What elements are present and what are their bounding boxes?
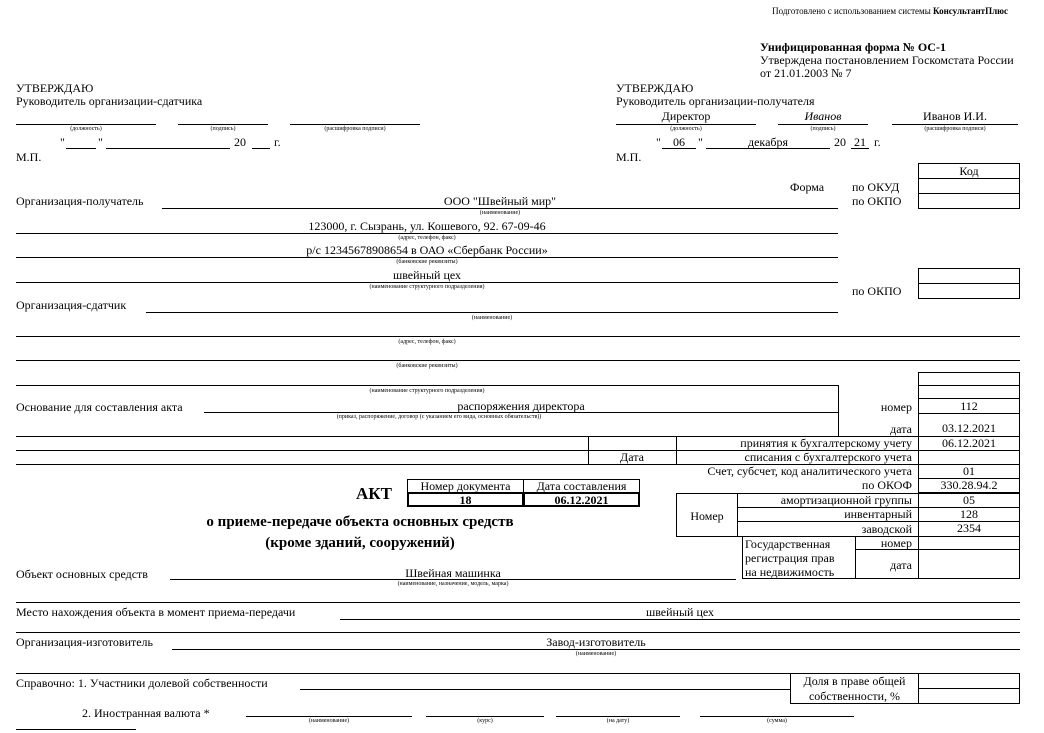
amort-value: 05 — [963, 493, 975, 507]
location-value: швейный цех — [645, 605, 715, 619]
doc-date: 06.12.2021 — [554, 493, 609, 507]
numbers-label: Номер — [690, 509, 724, 523]
quote-right-open: " — [656, 135, 661, 149]
receiver-label: Организация-получатель — [16, 194, 144, 208]
accept-label: принятия к бухгалтерскому учету — [740, 436, 912, 450]
state-reg-date-label: дата — [890, 558, 912, 572]
caption-signature-right: (подпись) — [810, 126, 836, 132]
approve-right-name: Иванов И.И. — [923, 109, 987, 123]
act-title-line2: (кроме зданий, сооружений) — [265, 535, 455, 551]
caption-name-right: (расшифровка подписи) — [924, 126, 986, 132]
top-note: Подготовлено с использованием системы КонсультантПлюс — [772, 6, 1008, 16]
form-approval-line1: Утверждена постановлением Госкомстата России — [760, 53, 1014, 67]
caption-receiver-name: (наименование) — [479, 210, 521, 216]
form-approval-line2: от 21.01.2003 № 7 — [760, 66, 852, 80]
year-suffix-left: г. — [274, 135, 281, 149]
manufacturer-value: Завод-изготовитель — [546, 635, 646, 649]
year-prefix-left: 20 — [234, 135, 246, 149]
caption-receiver-bank: (банковские реквизиты) — [396, 259, 458, 265]
caption-currency-name: (наименование) — [308, 718, 350, 724]
write-off-label: списания с бухгалтерского учета — [744, 450, 912, 464]
year-suffix-right: г. — [874, 135, 881, 149]
caption-sender-address: (адрес, телефон, факс) — [398, 339, 456, 345]
approve-right-heading: УТВЕРЖДАЮ — [616, 81, 694, 95]
basis-label: Основание для составления акта — [16, 400, 183, 414]
basis-number: 112 — [960, 399, 978, 413]
caption-signature-left: (подпись) — [210, 126, 236, 132]
act-title-line1: о приеме-передаче объекта основных средств — [206, 514, 514, 530]
caption-currency-date: (на дату) — [606, 718, 630, 724]
approve-right-month: декабря — [747, 135, 789, 149]
manufacturer-label: Организация-изготовитель — [16, 635, 154, 649]
caption-position-right: (должность) — [670, 126, 702, 132]
doc-date-label: Дата составления — [536, 479, 627, 493]
sender-label: Организация-сдатчик — [16, 298, 127, 312]
okof-label: по ОКОФ — [861, 478, 912, 492]
mp-left: М.П. — [16, 150, 42, 164]
state-reg-line1: Государственная — [745, 537, 831, 551]
basis-value: распоряжения директора — [457, 399, 585, 413]
caption-currency-sum: (сумма) — [767, 718, 787, 724]
factory-value: 2354 — [957, 521, 981, 535]
receiver-address: 123000, г. Сызрань, ул. Кошевого, 92. 67-09-46 — [308, 219, 546, 233]
caption-object: (наименование, назначение, модель, марка) — [397, 581, 509, 587]
code-header: Код — [959, 164, 979, 178]
year-prefix-right: 20 — [834, 135, 846, 149]
doc-number-label: Номер документа — [420, 479, 511, 493]
caption-manufacturer: (наименование) — [575, 651, 617, 657]
state-reg-line2: регистрация прав — [745, 551, 835, 565]
caption-sender-bank: (банковские реквизиты) — [396, 363, 458, 369]
caption-name-left: (расшифровка подписи) — [324, 126, 386, 132]
caption-basis: (приказ, распоряжение, договор (с указанием его вида, основных обязательств)) — [336, 414, 542, 420]
approve-left-heading: УТВЕРЖДАЮ — [16, 81, 94, 95]
act-heading: АКТ — [356, 484, 392, 503]
caption-sender-name: (наименование) — [471, 315, 513, 321]
location-label: Место нахождения объекта в момент приема-передачи — [16, 605, 296, 619]
caption-receiver-address: (адрес, телефон, факс) — [398, 235, 456, 241]
okud-label: по ОКУД — [852, 180, 900, 194]
quote-right-close: " — [698, 135, 703, 149]
caption-sender-division: (наименование структурного подразделения) — [369, 388, 485, 394]
inventory-label: инвентарный — [844, 507, 912, 521]
receiver-name: ООО "Швейный мир" — [443, 194, 557, 208]
caption-receiver-division: (наименование структурного подразделения) — [369, 284, 485, 290]
factory-label: заводской — [861, 522, 912, 536]
okpo-label: по ОКПО — [852, 194, 902, 208]
approve-right-day: 06 — [673, 135, 685, 149]
forma-label: Форма — [790, 180, 825, 194]
receiver-bank: р/с 12345678908654 в ОАО «Сбербанк России» — [306, 243, 548, 257]
caption-currency-rate: (курс) — [477, 718, 493, 724]
inventory-value: 128 — [960, 507, 978, 521]
object-label: Объект основных средств — [16, 567, 148, 581]
okpo2-label: по ОКПО — [852, 284, 902, 298]
object-value: Швейная машинка — [405, 566, 501, 580]
basis-number-label: номер — [880, 400, 912, 414]
okof-value: 330.28.94.2 — [940, 478, 998, 492]
mp-right: М.П. — [616, 150, 642, 164]
doc-number: 18 — [459, 493, 472, 507]
receiver-division: швейный цех — [392, 268, 462, 282]
amort-label: амортизационной группы — [780, 493, 912, 507]
currency-label: 2. Иностранная валюта * — [82, 706, 210, 720]
approve-right-head: Руководитель организации-получателя — [616, 94, 815, 108]
form-title: Унифицированная форма № ОС-1 — [760, 40, 946, 54]
approve-left-head: Руководитель организации-сдатчика — [16, 94, 203, 108]
accept-date: 06.12.2021 — [942, 436, 996, 450]
account-value: 01 — [963, 464, 975, 478]
caption-position-left: (должность) — [70, 126, 102, 132]
share-label-1: Доля в праве общей — [803, 674, 906, 688]
quote-left-open: " — [60, 135, 65, 149]
state-reg-number-label: номер — [880, 536, 912, 550]
basis-date: 03.12.2021 — [942, 421, 996, 435]
account-label: Счет, субсчет, код аналитического учета — [707, 464, 912, 478]
share-label-2: собственности, % — [808, 689, 901, 703]
basis-date-label: дата — [890, 422, 912, 436]
quote-left-close: " — [98, 135, 103, 149]
state-reg-line3: на недвижимость — [745, 565, 835, 579]
approve-right-year: 21 — [854, 135, 866, 149]
approve-right-position: Директор — [661, 109, 711, 123]
dates-label: Дата — [620, 450, 644, 464]
reference-label: Справочно: 1. Участники долевой собственности — [16, 676, 268, 690]
approve-right-signature: Иванов — [804, 109, 842, 123]
